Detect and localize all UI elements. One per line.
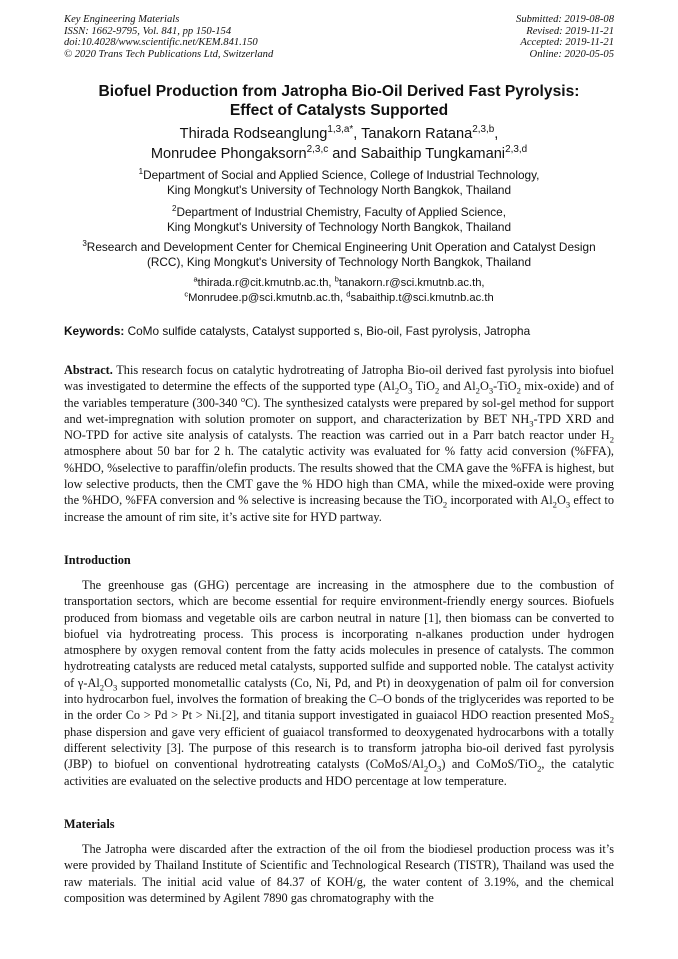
date-submitted: Submitted: 2019-08-08 — [516, 14, 614, 25]
affiliation-1 — [0, 168, 678, 198]
email-mark: c — [184, 289, 189, 299]
affiliation-3 — [0, 240, 678, 270]
keywords-label: Keywords: — [64, 324, 125, 338]
email-link[interactable]: tanakorn.r@sci.kmutnb.ac.th, — [338, 277, 485, 289]
affiliation-text: (RCC), King Mongkut's University of Technology North Bangkok, Thailand — [146, 255, 532, 269]
keywords — [64, 324, 624, 339]
author-line-1: Thirada Rodseanglung$^{1,3,a*}$, Tanakorn Ratana$^{2,3,b}$, — [179, 124, 499, 142]
journal-name: Key Engineering Materials — [64, 14, 180, 25]
journal-issn: ISSN: 1662-9795, Vol. 841, pp 150-154 — [64, 25, 232, 37]
author-name: Tanakorn Ratana — [361, 126, 473, 142]
journal-header-left — [64, 14, 273, 60]
affiliation-text: King Mongkut's University of Technology North Bangkok, Thailand — [166, 183, 512, 197]
section-heading-materials: Materials — [64, 817, 115, 831]
paper-title-line-2: Effect of Catalysts Supported — [229, 102, 449, 119]
materials-paragraph: The Jatropha were discarded after the extraction of the oil from the biodiesel production process was it’s were provided by Thailand Institute of Scientific and Technological Research (TISTR), Thailand was used the raw materials. The initial acid value of 84.37 of KOH/g, the water content of 3.19%, and the chemical composition was determined by Agilent 7890 gas chromatography with the — [64, 842, 614, 905]
affiliation-text: Department of Social and Applied Science, College of Industrial Technology, — [143, 168, 540, 182]
date-revised: Revised: 2019-11-21 — [526, 25, 614, 37]
author-affiliation-mark: 1,3,a* — [327, 124, 354, 136]
affiliation-number: 3 — [82, 239, 87, 249]
section-heading-introduction: Introduction — [64, 553, 131, 567]
author-name: Monrudee Phongaksorn — [150, 146, 307, 162]
journal-header-right — [516, 14, 614, 60]
email-mark: b — [334, 274, 339, 284]
author-list — [0, 124, 678, 164]
date-online: Online: 2020-05-05 — [529, 48, 614, 60]
email-mark: a — [193, 274, 198, 284]
author-line-2 — [0, 144, 678, 164]
keywords-text: CoMo sulfide catalysts, Catalyst supported s, Bio-oil, Fast pyrolysis, Jatropha — [127, 324, 531, 338]
author-name: Thirada Rodseanglung — [179, 126, 328, 142]
email-mark: d — [346, 289, 351, 299]
author-affiliation-mark: 2,3,c — [306, 144, 329, 156]
affiliation-text: King Mongkut's University of Technology North Bangkok, Thailand — [166, 220, 512, 234]
paper-title — [0, 82, 678, 120]
email-link[interactable]: thirada.r@cit.kmutnb.ac.th, — [197, 277, 332, 289]
author-affiliation-mark: 2,3,d — [505, 144, 528, 156]
abstract-label: Abstract. — [64, 363, 113, 377]
affiliation-2 — [0, 205, 678, 235]
affiliation-text: Department of Industrial Chemistry, Faculty of Applied Science, — [176, 205, 507, 219]
email-link[interactable]: sabaithip.t@sci.kmutnb.ac.th — [350, 292, 494, 304]
affiliation-number: 1 — [138, 167, 144, 177]
paper-title-line-1: Biofuel Production from Jatropha Bio-Oil Derived Fast Pyrolysis: — [98, 83, 580, 100]
affiliation-text: Research and Development Center for Chemical Engineering Unit Operation and Catalyst Design — [86, 240, 596, 254]
author-name: Sabaithip Tungkamani — [360, 146, 506, 162]
journal-doi: doi:10.4028/www.scientific.net/KEM.841.150 — [64, 37, 258, 49]
author-conjunction: and — [332, 146, 357, 162]
date-accepted: Accepted: 2019-11-21 — [520, 37, 614, 49]
abstract: Abstract. This research focus on catalytic hydrotreating of Jatropha Bio-oil derived fast pyrolysis into biofuel was investigated to determine the effects of the supported type ($Al_2O_3$ TiO$_2$ and $Al_2O_3-TiO_2$ mix-oxide) and of the variables temperature (300-340 $^o$C). The synthesized catalysts were prepared by sol-gel method for support and wet-impregnation with solution promoter on support, and characterization by BET $NH_3$-TPD XRD and NO-TPD for active site analysis of catalysts. The reaction was carried out in a Parr batch reactor under $H_2$ atmosphere about 50 bar for 2 h. The catalytic activity was evaluated for % fatty acid conversion (%FFA), %HDO, %selective to paraffin/olefin products. The results showed that the CMA gave the %FFA is highest, but low selective products, then the CMT gave the % HDO high than CMA, while the mixed-oxide were proving the %HDO, %FFA conversion and % selective is increasing because the TiO$_2$ incorporated with $Al_2O_3$ effect to increase the amount of rim site, it’s active site for HYD partway. — [64, 363, 614, 524]
journal-copyright: © 2020 Trans Tech Publications Ltd, Switzerland — [64, 48, 274, 60]
email-link[interactable]: Monrudee.p@sci.kmutnb.ac.th, — [188, 292, 344, 304]
introduction-paragraph: The greenhouse gas (GHG) percentage are increasing in the atmosphere due to the combustion of transportation sectors, which are become essential for require environment-friendly energy sources. Biofuels produced from biomass and vegetable oils are carbon neutral in nature [1], then biomass can be converted to biofuel via hydrotreating process. This process is incorporating n-alkanes production under hydrogen atmosphere by oxygen removal content from the fatty acids molecules in presence of catalysts. The common hydrotreating catalysts are reduced metal catalysts, supported sulfide and supported noble. The catalyst activity of $\gamma-Al_2O_3$ supported monometallic catalysts (Co, Ni, Pd, and Pt) in deoxygenation of palm oil for conversion into hydrocarbon fuel, involves the formation of breaking the C–O bonds of the triglycerides was reported to be in the order Co > Pd > Pt > Ni.[2], and titania support investigated in guaiacol HDO reaction presented MoS$_2$ phase dispersion and gave very efficient of guaiacol transformed to deoxygenated hydrocarbons with a totally different selectivity [3]. The purpose of this research is to transform jatropha bio-oil derived fast pyrolysis (JBP) to biofuel on conventional hydrotreating catalysts $(CoMoS/Al_2O_3)$ and CoMoS/TiO$_2$, the catalytic activities are evaluated on the selective products and HDO percentage at low temperature. — [64, 578, 614, 788]
author-affiliation-mark: 2,3,b — [472, 124, 495, 136]
affiliation-number: 2 — [171, 204, 177, 214]
author-emails — [0, 276, 678, 306]
